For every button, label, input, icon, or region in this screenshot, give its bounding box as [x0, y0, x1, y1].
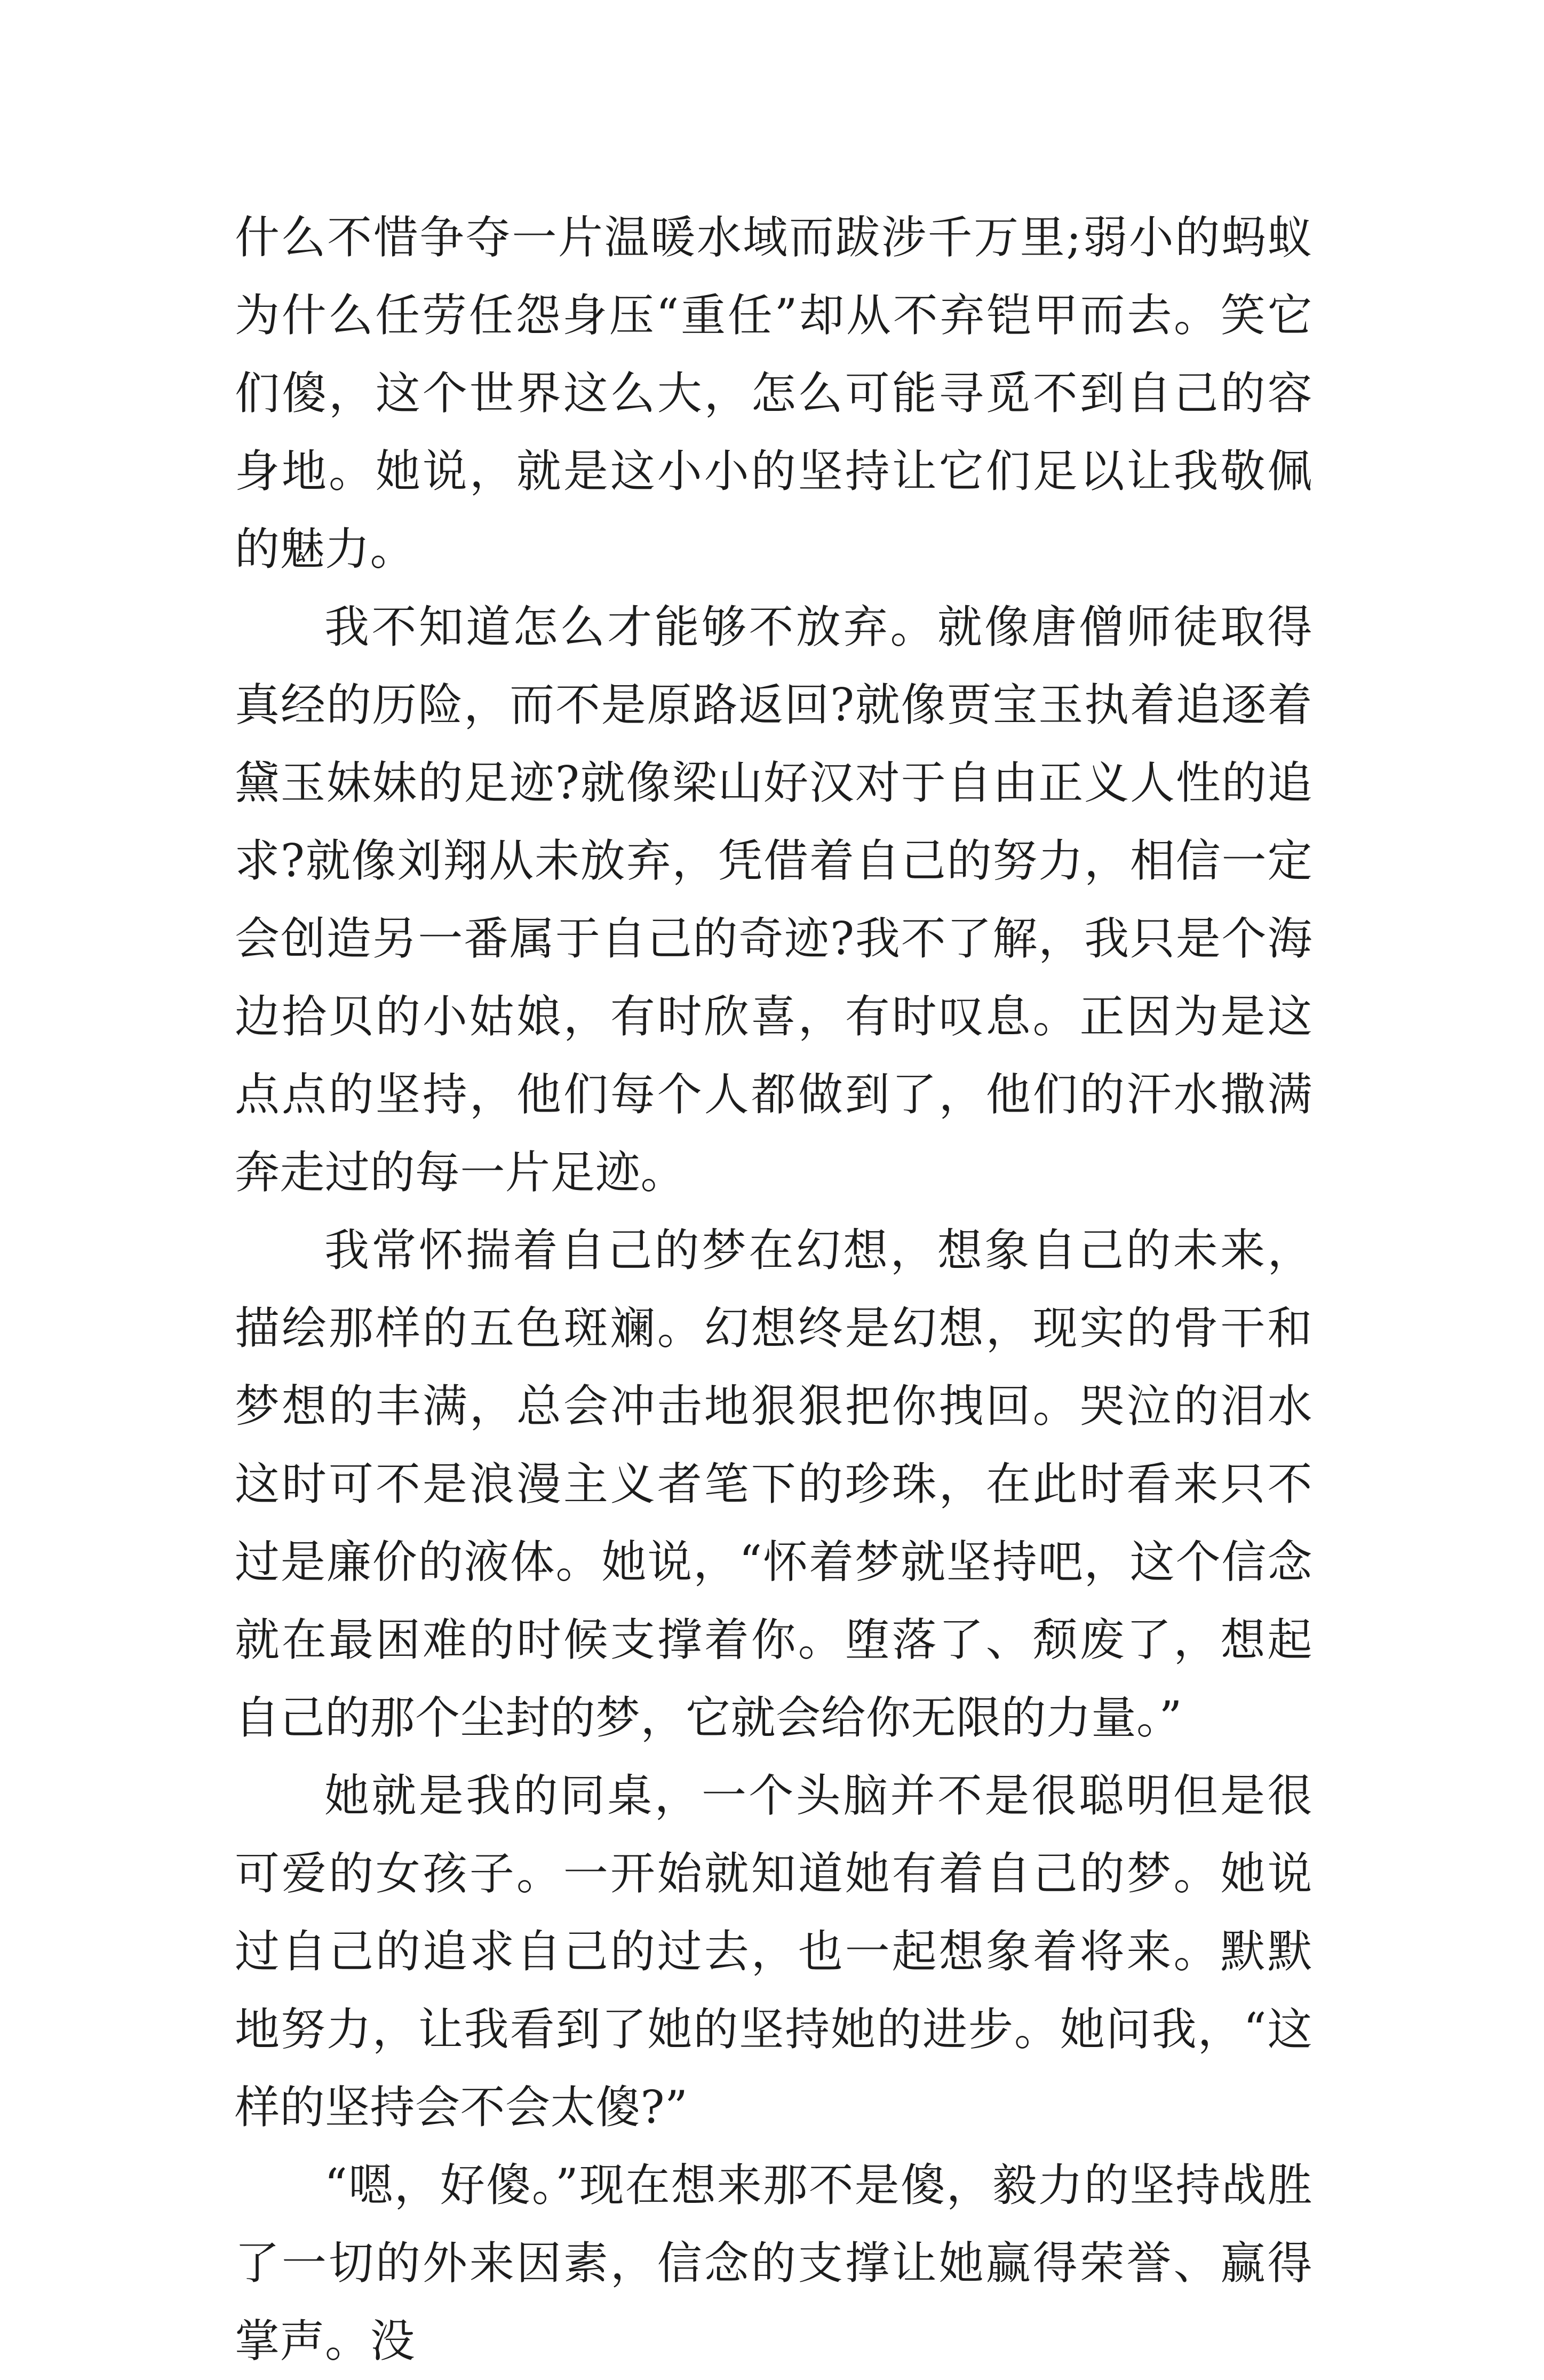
paragraph-2: 我不知道怎么才能够不放弃。就像唐僧师徒取得真经的历险，而不是原路返回?就像贾宝玉执着追逐着黛玉妹妹的足迹?就像梁山好汉对于自由正义人性的追求?就像刘翔从未放弃，凭借着自己的努力，相信一定会创造另一番属于自己的奇迹?我不了解，我只是个海边拾贝的小姑娘，有时欣喜，有时叹息。正因为是这点点的坚持，他们每个人都做到了，他们的汗水撒满奔走过的每一片足迹。 — [235, 601, 1312, 1199]
paragraph-5: “嗯，好傻。”现在想来那不是傻，毅力的坚持战胜了一切的外来因素，信念的支撑让她赢得荣誉、赢得掌声。没 — [235, 2159, 1312, 2367]
paragraph-4: 她就是我的同桌，一个头脑并不是很聪明但是很可爱的女孩子。一开始就知道她有着自己的梦。她说过自己的追求自己的过去，也一起想象着将来。默默地努力，让我看到了她的坚持她的进步。她问我，“这样的坚持会不会太傻?” — [235, 1770, 1312, 2133]
paragraph-3: 我常怀揣着自己的梦在幻想，想象自己的未来，描绘那样的五色斑斓。幻想终是幻想，现实的骨干和梦想的丰满，总会冲击地狠狠把你拽回。哭泣的泪水这时可不是浪漫主义者笔下的珍珠，在此时看来只不过是廉价的液体。她说，“怀着梦就坚持吧，这个信念就在最困难的时候支撑着你。堕落了、颓废了，想起自己的那个尘封的梦，它就会给你无限的力量。” — [235, 1224, 1312, 1744]
essay-body — [235, 199, 1312, 2380]
paragraph-1: 什么不惜争夺一片温暖水域而跋涉千万里;弱小的蚂蚁为什么任劳任怨身压“重任”却从不弃铠甲而去。笑它们傻，这个世界这么大，怎么可能寻觅不到自己的容身地。她说，就是这小小的坚持让它们足以让我敬佩的魅力。 — [235, 211, 1312, 575]
